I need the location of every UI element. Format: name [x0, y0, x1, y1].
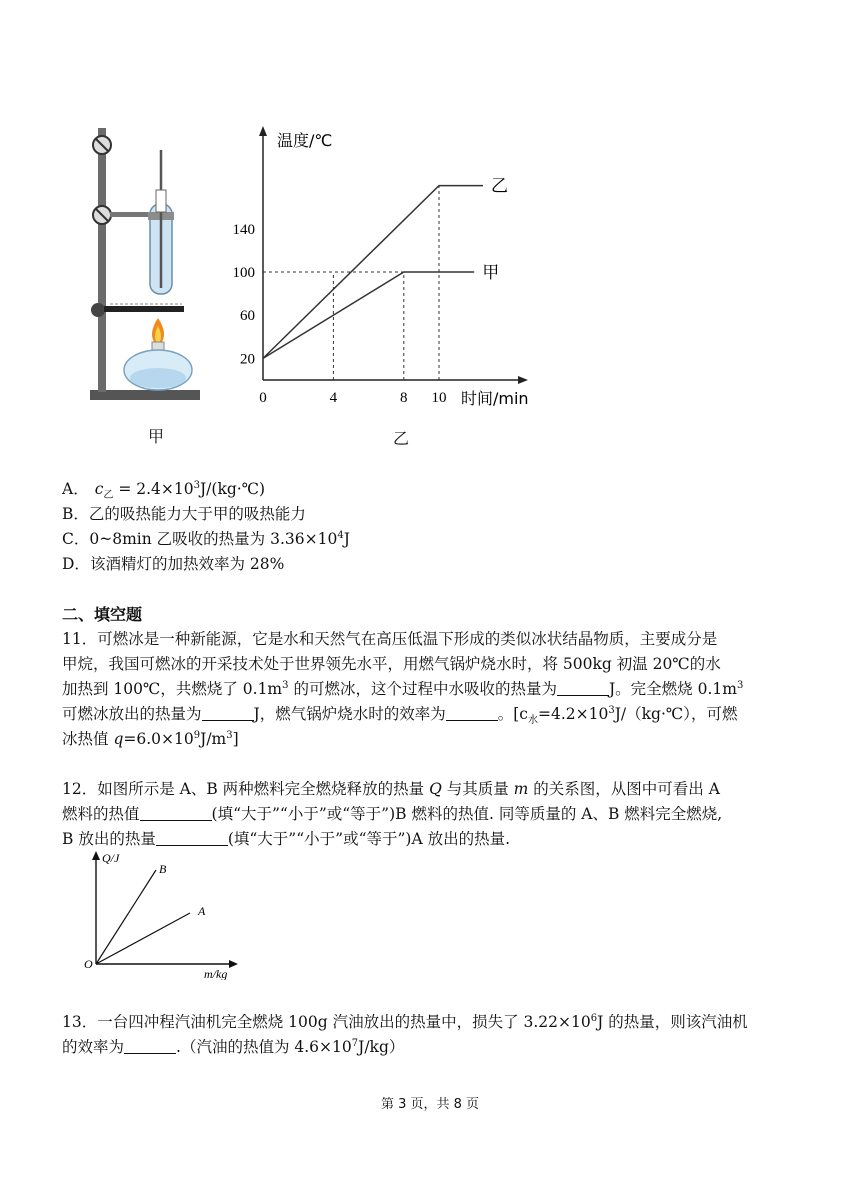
q12-heat-mass-graph [70, 848, 250, 980]
q12-answer-blank-2[interactable] [156, 829, 228, 846]
section-title: 二、填空题 [62, 605, 143, 624]
q12-origin-label: O [84, 957, 93, 971]
q12-line-a [96, 913, 190, 964]
q12-x-label: m/kg [204, 967, 228, 980]
q12-y-label: Q/J [102, 851, 120, 865]
stand-rod [98, 128, 106, 392]
q12-line-a-label: A [198, 904, 206, 918]
y-tick-label: 60 [240, 308, 255, 325]
stand-base [90, 390, 200, 400]
y-tick-label: 140 [232, 221, 255, 238]
wire-gauze [104, 306, 184, 312]
q12-line-3: B 放出的热量 (填“大于”“小于”或“等于”)A 放出的热量. [62, 830, 511, 848]
q11-answer-blank-2[interactable] [202, 704, 254, 721]
q11-line-5: 冰热值 $q=6.0\times 10^9J/m^3$] [62, 730, 239, 748]
page-footer: 第 3 页，共 8 页 [380, 1097, 480, 1112]
q12-line-1: 12．如图所示是 A、B 两种燃料完全燃烧释放的热量 Q 与其质量 m 的关系图，从图中可看出 A [62, 780, 720, 798]
x-tick-label: 10 [431, 390, 447, 406]
q12-answer-blank-1[interactable] [140, 804, 212, 821]
q11-line-3: 加热到 100℃，共燃烧了 $0.1m^3$ 的可燃冰，这个过程中水吸收的热量为 J。完全燃烧 $0.1m^3$ [62, 680, 744, 698]
q13-line-2: 的效率为 .（汽油的热值为 $4.6\times 10^7J/kg$） [62, 1038, 405, 1056]
series-label-yi: 乙 [491, 176, 508, 197]
q12-line-b [96, 870, 156, 964]
q12-line-b-label: B [159, 862, 167, 876]
option-c: C．0~8min 乙吸收的热量为 $3.36\times 10^4J$ [62, 530, 350, 548]
option-b: B．乙的吸热能力大于甲的吸热能力 [62, 505, 306, 523]
option-a: A． $c_乙$ = $2.4\times 10^3J/(kg\cdot℃)$ [62, 480, 266, 502]
x-tick-label: 8 [400, 390, 408, 406]
x-axis-arrow [518, 376, 528, 384]
series-label-jia: 甲 [482, 263, 500, 283]
chart-caption: 乙 [393, 429, 410, 448]
q12-line-2: 燃料的热值 (填“大于”“小于”或“等于”)B 燃料的热值. 同等质量的 A、B 燃料完全燃烧, [62, 805, 723, 823]
q11-line-1: 11．可燃冰是一种新能源，它是水和天然气在高压低温下形成的类似冰状结晶物质，主要成分是 [62, 630, 718, 648]
q13-answer-blank[interactable] [124, 1037, 176, 1054]
q11-line-4: 可燃冰放出的热量为 J，燃气锅炉烧水时的效率为 。[$c_水=4.2\times 10^3J/(kg\cdot℃)$，可燃 [62, 705, 738, 727]
apparatus-caption: 甲 [148, 427, 165, 446]
x-axis-label: 时间/min [461, 389, 529, 408]
heating-apparatus-illustration [70, 120, 210, 410]
y-axis-label: 温度/℃ [277, 131, 333, 150]
x-tick-label: 4 [329, 390, 338, 406]
option-d: D．该酒精灯的加热效率为 28% [62, 555, 285, 573]
q11-line-2: 甲烷，我国可燃冰的开采技术处于世界领先水平，用燃气锅炉烧水时，将 500kg 初温 20℃的水 [62, 655, 721, 673]
temperature-time-chart [225, 118, 555, 428]
q13-line-1: 13．一台四冲程汽油机完全燃烧 100g 汽油放出的热量中，损失了 $3.22\times 10^6J$ 的热量，则该汽油机 [62, 1013, 748, 1031]
q11-answer-blank-1[interactable] [557, 679, 609, 696]
series-line-jia [263, 272, 474, 358]
x-tick-label: 0 [259, 390, 267, 406]
y-axis-arrow [259, 126, 267, 136]
y-tick-label: 100 [232, 265, 255, 281]
y-tick-label: 20 [240, 351, 255, 368]
q11-answer-blank-3[interactable] [446, 704, 498, 721]
